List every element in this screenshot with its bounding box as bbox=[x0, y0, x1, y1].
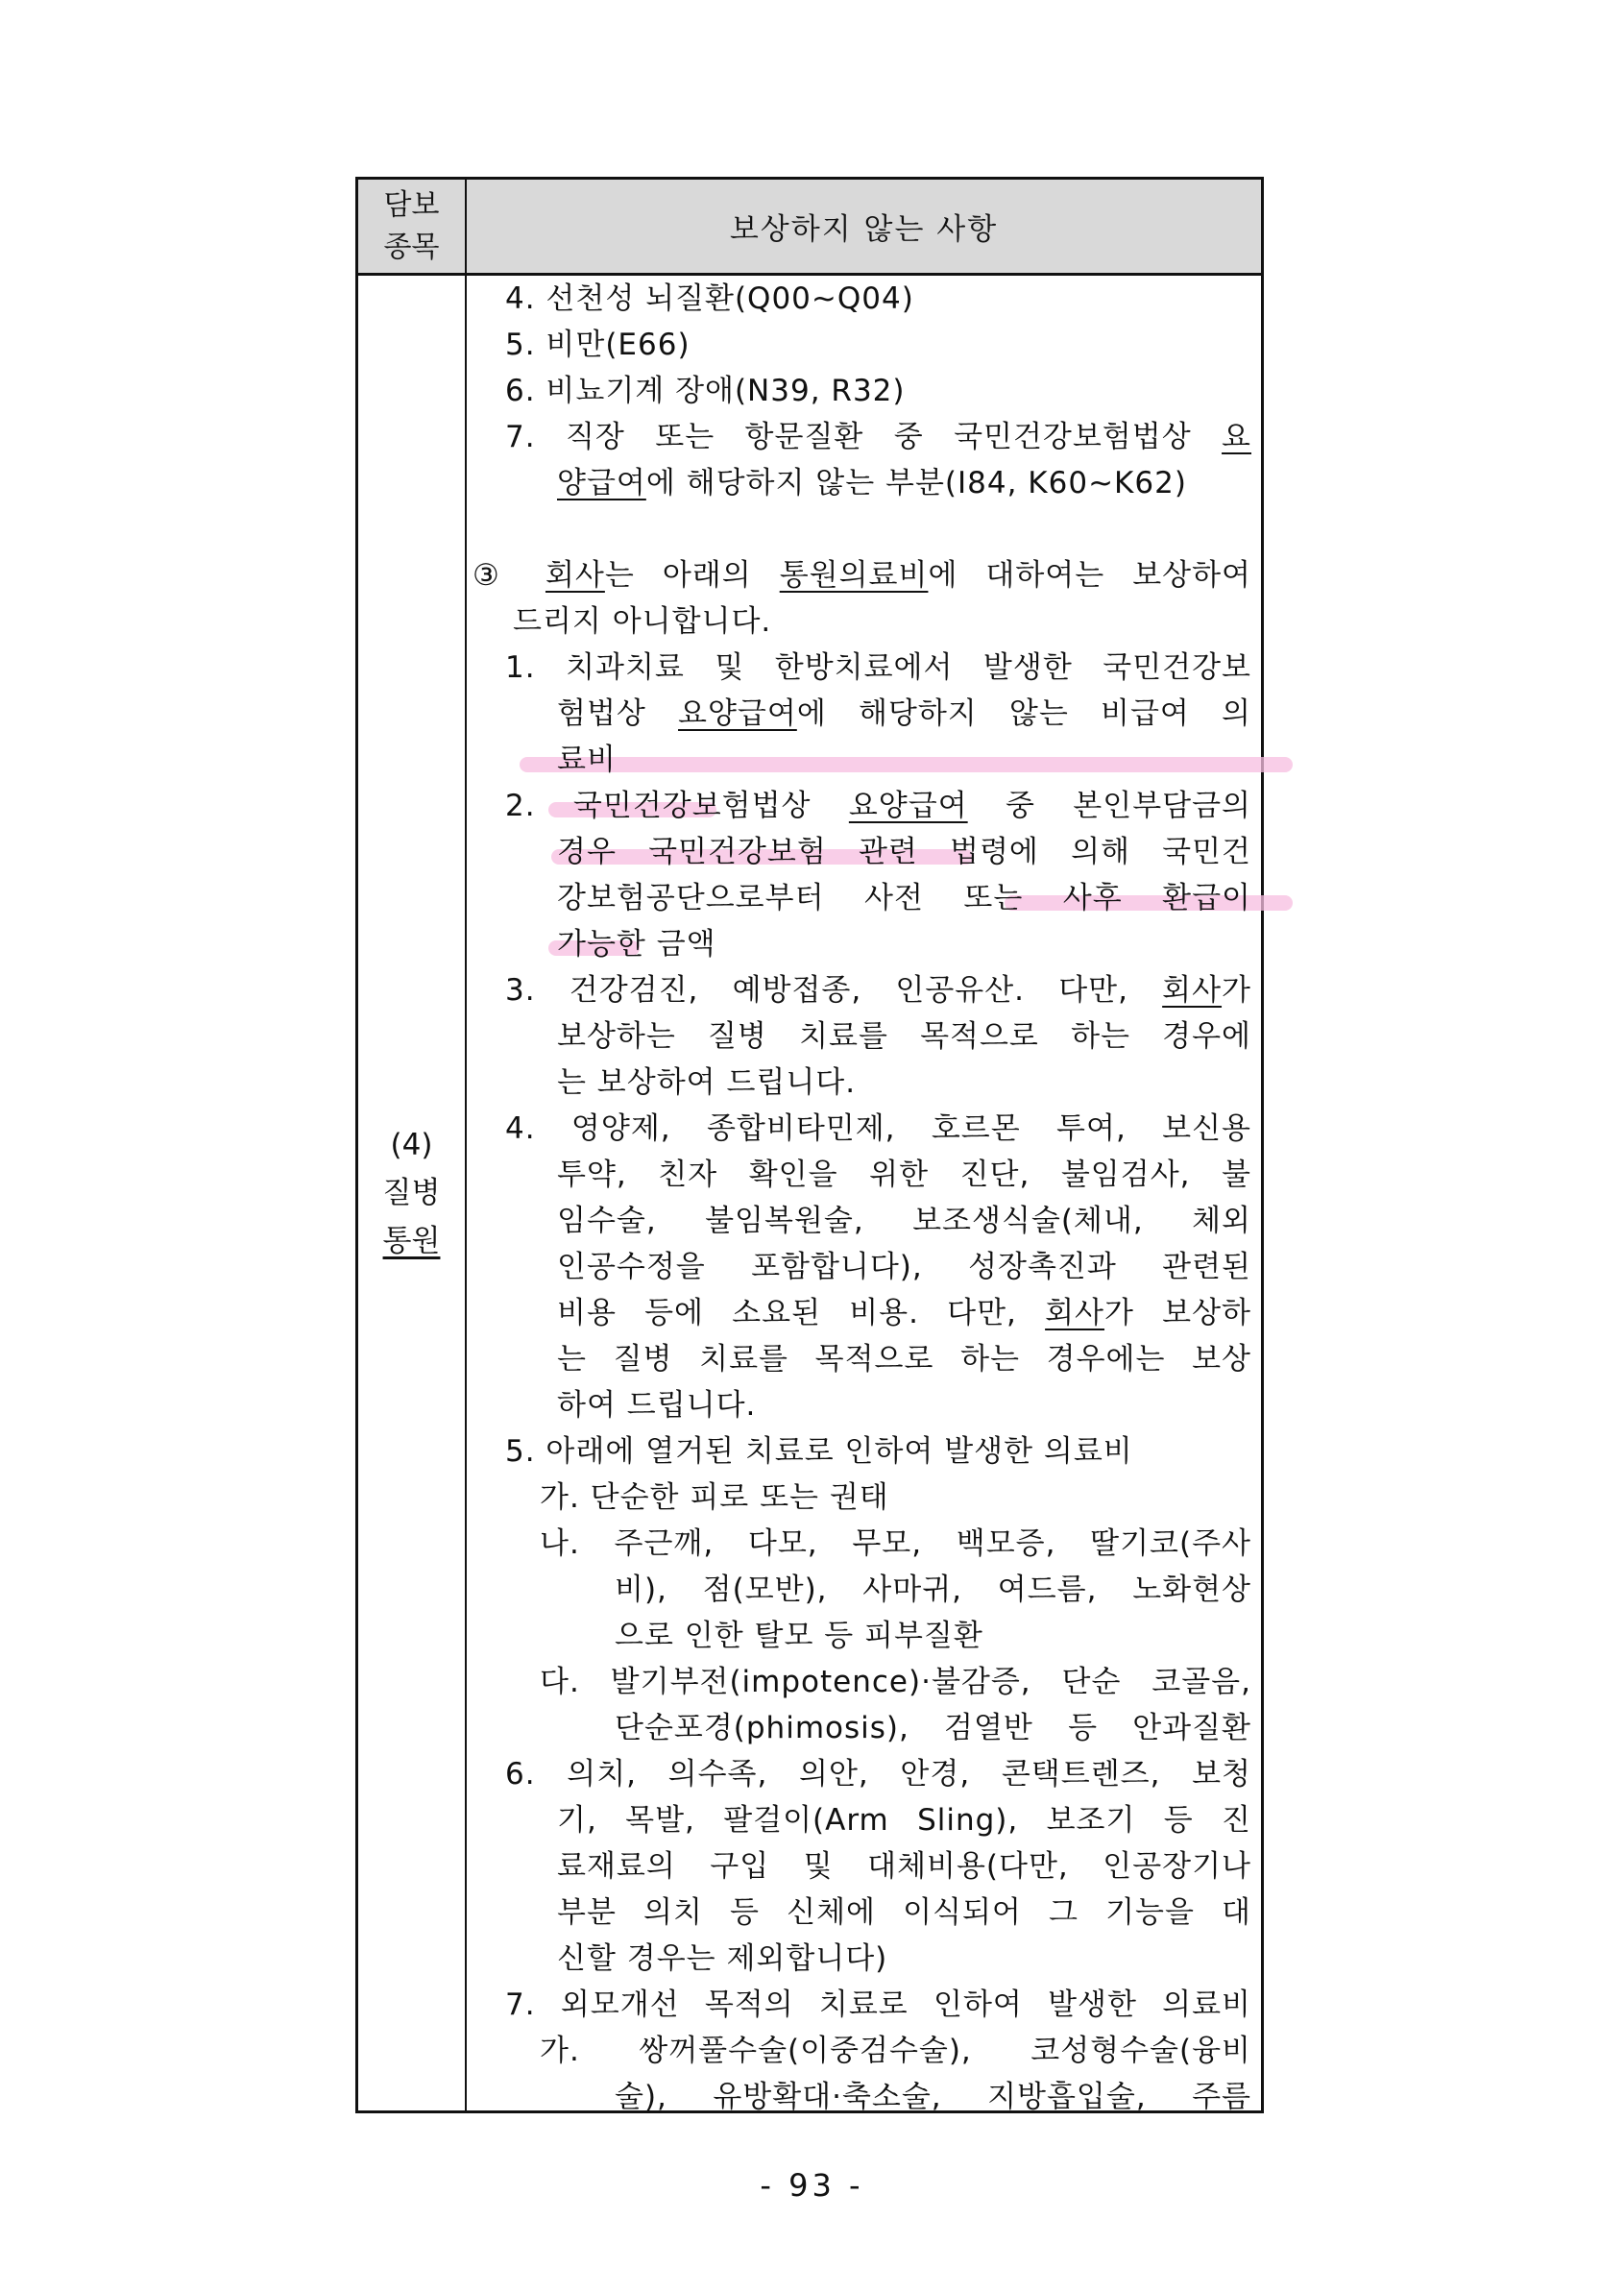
page-number: - 93 - bbox=[760, 2167, 864, 2204]
section-3-intro bbox=[473, 552, 1251, 598]
section-3-item-3-cont: 는 보상하여 드립니다. bbox=[557, 1065, 857, 1100]
section-3-item-2 bbox=[505, 783, 1251, 829]
exclusion-item-7-cont bbox=[557, 460, 1251, 506]
section-3-item-5-na-cont: 비), 점(모반), 사마귀, 여드름, 노화현상 bbox=[615, 1573, 1251, 1607]
header-exclusions-label: 보상하지 않는 사항 bbox=[729, 212, 999, 247]
section-3-item-2-cont: 가능한 금액 bbox=[557, 927, 716, 962]
category-name-line1: 질병 bbox=[382, 1176, 441, 1210]
section-3-item-5-na-cont: 으로 인한 탈모 등 피부질환 bbox=[615, 1619, 983, 1653]
exclusion-content bbox=[467, 276, 1261, 2114]
text-segment: 중 본인부담금의 bbox=[967, 789, 1251, 823]
section-3-item-6-cont: 기, 목발, 팔걸이(Arm Sling), 보조기 등 진 bbox=[557, 1803, 1251, 1838]
section-3-item-2-cont: 강보험공단으로부터 사전 또는 사후 환급이 bbox=[557, 881, 1251, 915]
section-3-item-1-cont: 료비 bbox=[557, 743, 617, 777]
text-segment-underlined: 회사 bbox=[1045, 1296, 1105, 1330]
section-3-item-5-na: 나. 주근깨, 다모, 무모, 백모증, 딸기코(주사 bbox=[540, 1526, 1251, 1561]
coverage-exclusion-table bbox=[355, 177, 1264, 2113]
section-3-item-6-cont: 부분 의치 등 신체에 이식되어 그 기능을 대 bbox=[557, 1895, 1251, 1930]
section-3-item-7: 7. 외모개선 목적의 치료로 인하여 발생한 의료비 bbox=[505, 1987, 1251, 2022]
text-segment: 가 bbox=[1222, 973, 1251, 1008]
section-3-item-4-cont: 하여 드립니다. bbox=[557, 1388, 757, 1423]
section-3-item-3 bbox=[505, 967, 1251, 1013]
text-segment-underlined: 회사 bbox=[545, 558, 605, 593]
text-segment-underlined: 양급여 bbox=[557, 466, 646, 500]
text-segment: 에 대하여는 보상하여 bbox=[928, 558, 1251, 593]
text-segment-underlined: 요양급여 bbox=[678, 696, 797, 731]
section-3-intro-cont: 드리지 아니합니다. bbox=[513, 604, 772, 639]
section-3-item-6-cont: 신할 경우는 제외합니다) bbox=[557, 1941, 888, 1976]
text-segment: 7. 직장 또는 항문질환 중 국민건강보험법상 bbox=[505, 420, 1223, 454]
text-segment-underlined: 요양급여 bbox=[848, 789, 968, 823]
category-name-line2: 통원 bbox=[382, 1224, 441, 1258]
exclusion-item-7 bbox=[505, 414, 1251, 460]
section-3-item-4-cont: 투약, 친자 확인을 위한 진단, 불임검사, 불 bbox=[557, 1158, 1251, 1192]
text-segment: ③ bbox=[473, 558, 545, 593]
section-3-item-2-cont: 경우 국민건강보험 관련 법령에 의해 국민건 bbox=[557, 835, 1251, 869]
text-segment-underlined: 회사 bbox=[1162, 973, 1223, 1008]
section-3-item-4-cont: 는 질병 치료를 목적으로 하는 경우에는 보상 bbox=[557, 1342, 1251, 1377]
text-segment-underlined: 요 bbox=[1222, 420, 1251, 454]
header-coverage-type-line2: 종목 bbox=[383, 230, 440, 264]
header-coverage-type bbox=[358, 180, 467, 276]
section-3-item-7-ga: 가. 쌍꺼풀수술(이중검수술), 코성형수술(융비 bbox=[540, 2034, 1251, 2068]
section-3-item-1-cont bbox=[557, 691, 1251, 737]
text-segment: 에 해당하지 않는 비급여 의 bbox=[796, 696, 1251, 731]
section-3-item-7-ga-cont: 술), 유방확대·축소술, 지방흡입술, 주름 bbox=[615, 2080, 1251, 2114]
section-3-item-4-cont: 인공수정을 포함합니다), 성장촉진과 관련된 bbox=[557, 1250, 1251, 1284]
section-3-item-5-da: 다. 발기부전(impotence)·불감증, 단순 코골음, bbox=[540, 1665, 1251, 1699]
exclusion-item-6: 6. 비뇨기계 장애(N39, R32) bbox=[505, 374, 906, 408]
section-3-item-6: 6. 의치, 의수족, 의안, 안경, 콘택트렌즈, 보청 bbox=[505, 1757, 1251, 1792]
section-3-item-6-cont: 료재료의 구입 및 대체비용(다만, 인공장기나 bbox=[557, 1849, 1251, 1884]
exclusion-item-4: 4. 선천성 뇌질환(Q00~Q04) bbox=[505, 281, 914, 316]
section-3-item-5-ga: 가. 단순한 피로 또는 권태 bbox=[540, 1480, 889, 1515]
section-3-item-3-cont: 보상하는 질병 치료를 목적으로 하는 경우에 bbox=[557, 1019, 1251, 1054]
section-3-item-1: 1. 치과치료 및 한방치료에서 발생한 국민건강보 bbox=[505, 650, 1251, 685]
text-segment: 는 아래의 bbox=[604, 558, 780, 593]
section-3-item-4-cont bbox=[557, 1290, 1251, 1336]
text-segment: 3. 건강검진, 예방접종, 인공유산. 다만, bbox=[505, 973, 1163, 1008]
category-number: (4) bbox=[390, 1128, 433, 1162]
header-exclusions bbox=[467, 180, 1261, 276]
section-3-item-4: 4. 영양제, 종합비타민제, 호르몬 투여, 보신용 bbox=[505, 1111, 1251, 1146]
text-segment-underlined: 통원의료비 bbox=[779, 558, 929, 593]
text-segment: 에 해당하지 않는 부분(I84, K60~K62) bbox=[645, 466, 1187, 500]
text-segment: 험법상 bbox=[557, 696, 679, 731]
section-3-item-4-cont: 임수술, 불임복원술, 보조생식술(체내, 체외 bbox=[557, 1204, 1251, 1238]
exclusion-item-5: 5. 비만(E66) bbox=[505, 328, 691, 362]
section-3-item-5: 5. 아래에 열거된 치료로 인하여 발생한 의료비 bbox=[505, 1434, 1133, 1469]
text-segment: 2. 국민건강보험법상 bbox=[505, 789, 849, 823]
text-segment: 비용 등에 소요된 비용. 다만, bbox=[557, 1296, 1046, 1330]
text-segment: 가 보상하 bbox=[1104, 1296, 1251, 1330]
header-coverage-type-line1: 담보 bbox=[383, 187, 440, 222]
category-cell bbox=[358, 276, 467, 2110]
section-3-item-5-da-cont: 단순포경(phimosis), 검열반 등 안과질환 bbox=[615, 1711, 1251, 1745]
